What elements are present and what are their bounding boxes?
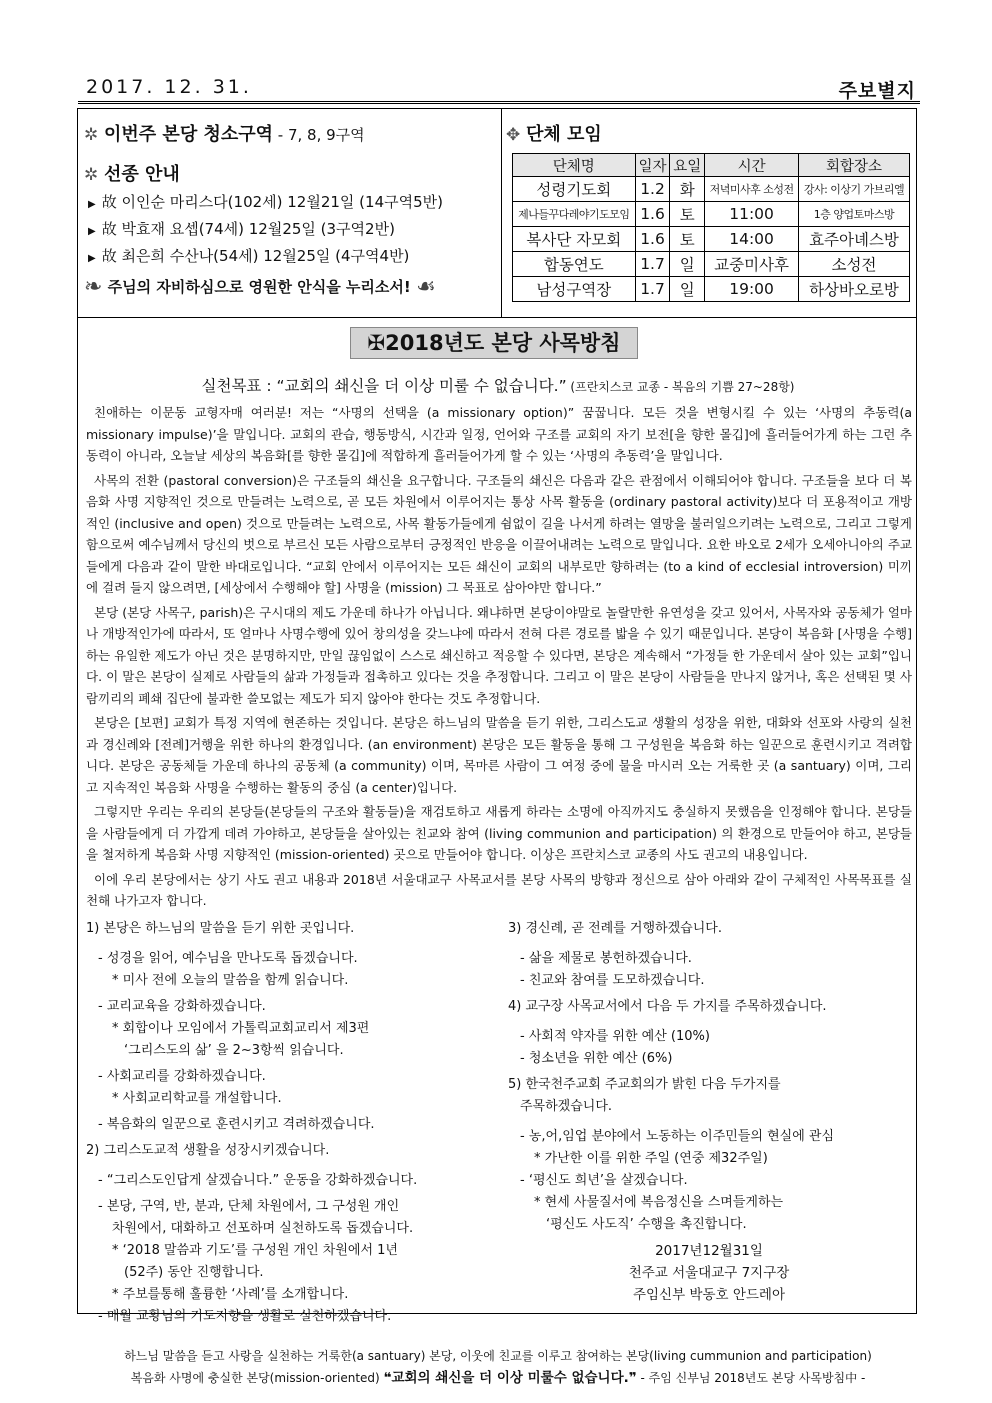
top-section-divider — [77, 317, 917, 318]
table-cell: 하상바오로방 — [798, 277, 909, 302]
table-cell: 일 — [670, 252, 705, 277]
table-cell: 11:00 — [705, 202, 799, 227]
column-header: 일자 — [635, 154, 670, 177]
footer-line-1: 하느님 말씀을 듣고 사랑을 실천하는 거룩한(a santuary) 본당, 이웃에 친교를 이루고 참여하는 본당(living cummunion and participation) — [124, 1349, 872, 1363]
list-item: - 농,어,임업 분야에서 노동하는 이주민들의 현실에 관심 — [520, 1129, 835, 1144]
table-cell: 합동연도 — [513, 252, 636, 277]
policy-paragraph: 본당 (본당 사목구, parish)은 구시대의 제도 가운데 하나가 아닙니다. 왜냐하면 본당이야말로 놀랄만한 유연성을 갖고 있어서, 사목자와 공동체가 얼마나 개방적인가에 따라서, 또 얼마나 사명수행에 있어 창의성을 갖느냐에 따라서 전혀 다른 경로를 밟을 수 있기 때문입니다. 본당이 복음화 [사명을 수행]하는 유일한 제도가 아닌 것은 분명하지만, 만일 끊임없이 스스로 쇄신하고 적응할 수 있다면, 본당은 계속해서 “가정들 한 가운데서 살아 있는 교회”입니다. 이 말은 본당이 실제로 사람들의 삶과 가정들과 접촉하고 있다는 것을 추정합니다. 그리고 이 말은 본당이 사람들을 만나지 않거나, 혹은 선택된 몇 사람끼리의 폐쇄 집단에 불과한 쓸모없는 제도가 되지 않아야 한다는 것도 추정합니다. — [86, 604, 912, 706]
table-cell: 1.7 — [635, 277, 670, 302]
list-item: ‘그리스도의 삶’ 을 2~3항씩 읽습니다. — [124, 1043, 344, 1058]
footer-text-a: 복음화 사명에 충실한 본당(mission-oriented) — [130, 1371, 384, 1385]
table-cell: 효주아녜스방 — [798, 227, 909, 252]
table-row — [513, 227, 910, 252]
table-header-row — [513, 154, 910, 177]
table-cell: 14:00 — [705, 227, 799, 252]
heading-text: 2018년도 본당 사목방침 — [385, 331, 621, 355]
list-item: * 사회교리학교를 개설합니다. — [112, 1091, 282, 1106]
policy-paragraph: 본당은 [보편] 교회가 특정 지역에 현존하는 것입니다. 본당은 하느님의 말씀을 듣기 위한, 그리스도교 생활의 성장을 위한, 대화와 선포와 사랑의 실천과 경신례와 [전례]거행을 위한 하나의 환경입니다. (an environment) 본당은 모든 활동을 통해 그 구성원을 복음화 하는 일꾼으로 훈련시키고 격려합니다. 본당은 공동체들 가운데 하나의 공동체 (a community) 이며, 목마른 사람이 그 여정 중에 물을 마시러 오는 거룩한 곳 (a santuary) 이며, 그리고 지속적인 복음화 사명을 수행하는 활동의 중심 (a center)입니다. — [86, 715, 912, 795]
table-row — [513, 277, 910, 302]
list-item: - “그리스도인답게 살겠습니다.” 운동을 강화하겠습니다. — [98, 1173, 418, 1188]
flower-icon: ✥ — [506, 125, 521, 145]
table-cell: 1.2 — [635, 177, 670, 202]
list-item: - 교리교육을 강화하겠습니다. — [98, 999, 266, 1014]
table-row — [513, 252, 910, 277]
table-cell: 토 — [670, 202, 705, 227]
funeral-item: ▶ 故 이인순 마리스다(102세) 12월21일 (14구역5반) — [88, 193, 443, 211]
groups-box — [506, 114, 911, 302]
table-cell: 1층 양업토마스방 — [798, 202, 909, 227]
list-item: 2) 그리스도교적 생활을 성장시키겠습니다. — [86, 1143, 330, 1158]
list-item: * ‘2018 말씀과 기도’를 구성원 개인 차원에서 1년 — [112, 1243, 398, 1258]
list-item: ‘평신도 사도직’ 수행을 촉진합니다. — [546, 1217, 747, 1232]
top-column-divider — [501, 108, 502, 318]
arrow-icon: ▶ — [88, 226, 96, 237]
list-item: * 현세 사물질서에 복음정신을 스며들게하는 — [534, 1195, 784, 1210]
list-item: * 미사 전에 오늘의 말씀을 함께 읽습니다. — [112, 973, 349, 988]
list-item: - 본당, 구역, 반, 분과, 단체 차원에서, 그 구성원 개인 — [98, 1199, 400, 1214]
table-cell: 교중미사후 — [705, 252, 799, 277]
column-header: 요일 — [670, 154, 705, 177]
funeral-item: ▶ 故 최은희 수산나(54세) 12월25일 (4구역4반) — [88, 247, 410, 265]
list-item: 5) 한국천주교회 주교회의가 밝힌 다음 두가지를 — [508, 1077, 781, 1092]
list-item: * 회합이나 모임에서 가톨릭교회교리서 제3편 — [112, 1021, 370, 1036]
table-cell: 저녁미사후 소성전 — [705, 177, 799, 202]
signature-date: 2017년12월31일 — [655, 1243, 763, 1259]
policy-paragraph: 그렇지만 우리는 우리의 본당들(본당들의 구조와 활동들)을 재검토하고 새롭게 하라는 소명에 아직까지도 충실하지 못했음을 인정해야 합니다. 본당들을 사람들에게 더 가깝게 데려 가야하고, 본당들을 살아있는 친교와 참여 (living communion and participation) 의 환경으로 만들어야 하고, 본당들을 철저하게 복음화 사명 지향적인 (mission-oriented) 곳으로 만들어야 합니다. 이상은 프란치스코 교종의 사도 권고의 내용입니다. — [86, 804, 912, 862]
notice-box — [84, 114, 496, 302]
funeral-item: ▶ 故 박효재 요셉(74세) 12월25일 (3구역2반) — [88, 220, 395, 238]
list-item: * 주보를통해 훌륭한 ‘사례’를 소개합니다. — [112, 1287, 349, 1302]
bulletin-tag: 주보별지 — [838, 80, 916, 102]
cleaning-notice — [84, 120, 496, 150]
policy-paragraph: 이에 우리 본당에서는 상기 사도 권고 내용과 2018년 서울대교구 사목교서를 본당 사목의 방향과 정신으로 삼아 아래와 같이 구체적인 사목목표를 실천해 나가고자 합니다. — [86, 871, 912, 908]
goals-list-left — [86, 918, 496, 1328]
table-cell: 소성전 — [798, 252, 909, 277]
practice-goal — [80, 374, 916, 396]
footer-quote: ❝교회의 쇄신을 더 이상 미룰수 없습니다.❞ — [383, 1370, 637, 1386]
snowflake-icon: ✲ — [84, 165, 99, 185]
table-cell: 19:00 — [705, 277, 799, 302]
table-cell: 1.7 — [635, 252, 670, 277]
column-header: 시간 — [705, 154, 799, 177]
table-body — [513, 177, 910, 302]
header-rule — [78, 101, 920, 104]
page-header — [78, 72, 920, 100]
page-footer — [78, 1345, 918, 1389]
list-item: 3) 경신례, 곧 전례를 거행하겠습니다. — [508, 921, 722, 936]
cleaning-detail: - 7, 8, 9구역 — [273, 126, 365, 144]
policy-paragraph: 사목의 전환 (pastoral conversion)은 구조들의 쇄신을 요구합니다. 구조들의 쇄신은 다음과 같은 관점에서 이해되어야 합니다. 구조들을 보다 더 복음화 사명 지향적인 것으로 만들려는 노력으로, 곧 모든 차원에서 이루어지는 통상 사목 활동을 (ordinary pastoral activity)보다 더 포용적이고 개방적인 (inclusive and open) 것으로 만들려는 노력으로, 사목 활동가들에게 쉼없이 길을 나서게 하려는 열망을 불러일으키려는 노력으로, 그리고 그렇게 함으로써 예수님께서 당신의 벗으로 부르신 모든 사람으로부터 긍정적인 반응을 이끌어내려는 노력으로 말입니다. 요한 바오로 2세가 오세아니아의 주교들에게 다음과 같이 말한 바대로입니다. “교회 안에서 이루어지는 모든 쇄신이 교회의 내부로만 향하려는 (to a kind of ecclesial introversion) 미끼에 걸려 들지 않으려면, [세상에서 수행해야 할] 사명을 (mission) 그 목표로 삼아야만 합니다.” — [86, 472, 912, 595]
list-item: 주목하겠습니다. — [520, 1099, 613, 1114]
list-item: 4) 교구장 사목교서에서 다음 두 가지를 주목하겠습니다. — [508, 999, 827, 1014]
groups-table — [512, 153, 910, 302]
bulletin-date: 2017. 12. 31. — [86, 76, 252, 98]
table-cell: 일 — [670, 277, 705, 302]
arrow-icon: ▶ — [88, 253, 96, 264]
closing-text: 주님의 자비하심으로 영원한 안식을 누리소서! — [107, 278, 411, 296]
policy-body — [86, 402, 912, 915]
table-cell: 복사단 자모회 — [513, 227, 636, 252]
feather-icon: ❧ — [84, 274, 103, 300]
snowflake-icon: ✲ — [84, 125, 99, 145]
footer-line-2 — [78, 1367, 918, 1389]
table-cell: 1.6 — [635, 227, 670, 252]
table-row — [513, 177, 910, 202]
list-item: (52주) 동안 진행합니다. — [124, 1265, 264, 1280]
table-cell: 남성구역장 — [513, 277, 636, 302]
list-item: - 성경을 읽어, 예수님을 만나도록 돕겠습니다. — [98, 951, 358, 966]
footer-text-c: - 주임 신부님 2018년도 본당 사목방침中 - — [636, 1371, 866, 1385]
funeral-list — [84, 190, 496, 271]
list-item: - 청소년을 위한 예산 (6%) — [520, 1051, 673, 1066]
list-item: - 친교와 참여를 도모하겠습니다. — [520, 973, 705, 988]
funeral-title — [84, 160, 496, 190]
signature — [508, 1240, 910, 1306]
list-item: - 사회적 약자를 위한 예산 (10%) — [520, 1029, 710, 1044]
goal-source: (프란치스코 교종 - 복음의 기쁨 27~28항) — [566, 380, 795, 394]
list-item: * 가난한 이를 위한 주일 (연중 제32주일) — [534, 1151, 768, 1166]
list-item: 차원에서, 대화하고 선포하며 실천하도록 돕겠습니다. — [112, 1221, 414, 1236]
list-item: - 삶을 제물로 봉헌하겠습니다. — [520, 951, 692, 966]
feather-icon: ☙ — [415, 274, 436, 300]
column-header: 단체명 — [513, 154, 636, 177]
groups-title — [506, 120, 911, 150]
list-item: 1) 본당은 하느님의 말씀을 듣기 위한 곳입니다. — [86, 921, 355, 936]
list-item: - 사회교리를 강화하겠습니다. — [98, 1069, 266, 1084]
table-row — [513, 202, 910, 227]
funeral-closing — [84, 273, 496, 302]
list-item: - ‘평신도 희년’을 살겠습니다. — [520, 1173, 688, 1188]
table-cell: 토 — [670, 227, 705, 252]
list-item: - 복음화의 일꾼으로 훈련시키고 격려하겠습니다. — [98, 1117, 375, 1132]
cleaning-title: 이번주 본당 청소구역 — [104, 124, 274, 145]
funeral-title-text: 선종 안내 — [104, 164, 180, 185]
groups-title-text: 단체 모임 — [526, 124, 602, 145]
cross-icon: ✠ — [367, 331, 386, 355]
table-cell: 성령기도회 — [513, 177, 636, 202]
table-cell: 화 — [670, 177, 705, 202]
table-cell: 1.6 — [635, 202, 670, 227]
column-header: 회합장소 — [798, 154, 909, 177]
signature-org: 천주교 서울대교구 7지구장 — [628, 1265, 790, 1281]
goal-text: 실천목표 : “교회의 쇄신을 더 이상 미룰 수 없습니다.” — [201, 377, 567, 395]
table-cell: 강사: 이상기 가브리엘 — [798, 177, 909, 202]
policy-paragraph: 친애하는 이문동 교형자매 여러분! 저는 “사명의 선택을 (a missionary option)” 꿈꿉니다. 모든 것을 변형시킬 수 있는 ‘사명의 추동력(a missionary impulse)’을 말입니다. 교회의 관습, 행동방식, 시간과 일정, 언어와 구조를 교회의 자기 보전[을 향한 몰깁]에 흘러들어가게 하는 그런 추동력이 아니라, 오늘날 세상의 복음화[를 향한 몰깁]에 적합하게 흘러들어가게 할 수 있는 ‘사명의 추동력’을 말입니다. — [86, 405, 912, 463]
pastoral-policy-heading — [350, 327, 638, 359]
arrow-icon: ▶ — [88, 199, 96, 210]
signature-name: 주임신부 박동호 안드레아 — [632, 1287, 786, 1303]
goals-list-right — [508, 918, 910, 1306]
table-cell: 제나들꾸다레야기도모임 — [513, 202, 636, 227]
list-item: - 매월 교황님의 기도지향을 생활로 실천하겠습니다. — [98, 1309, 392, 1324]
